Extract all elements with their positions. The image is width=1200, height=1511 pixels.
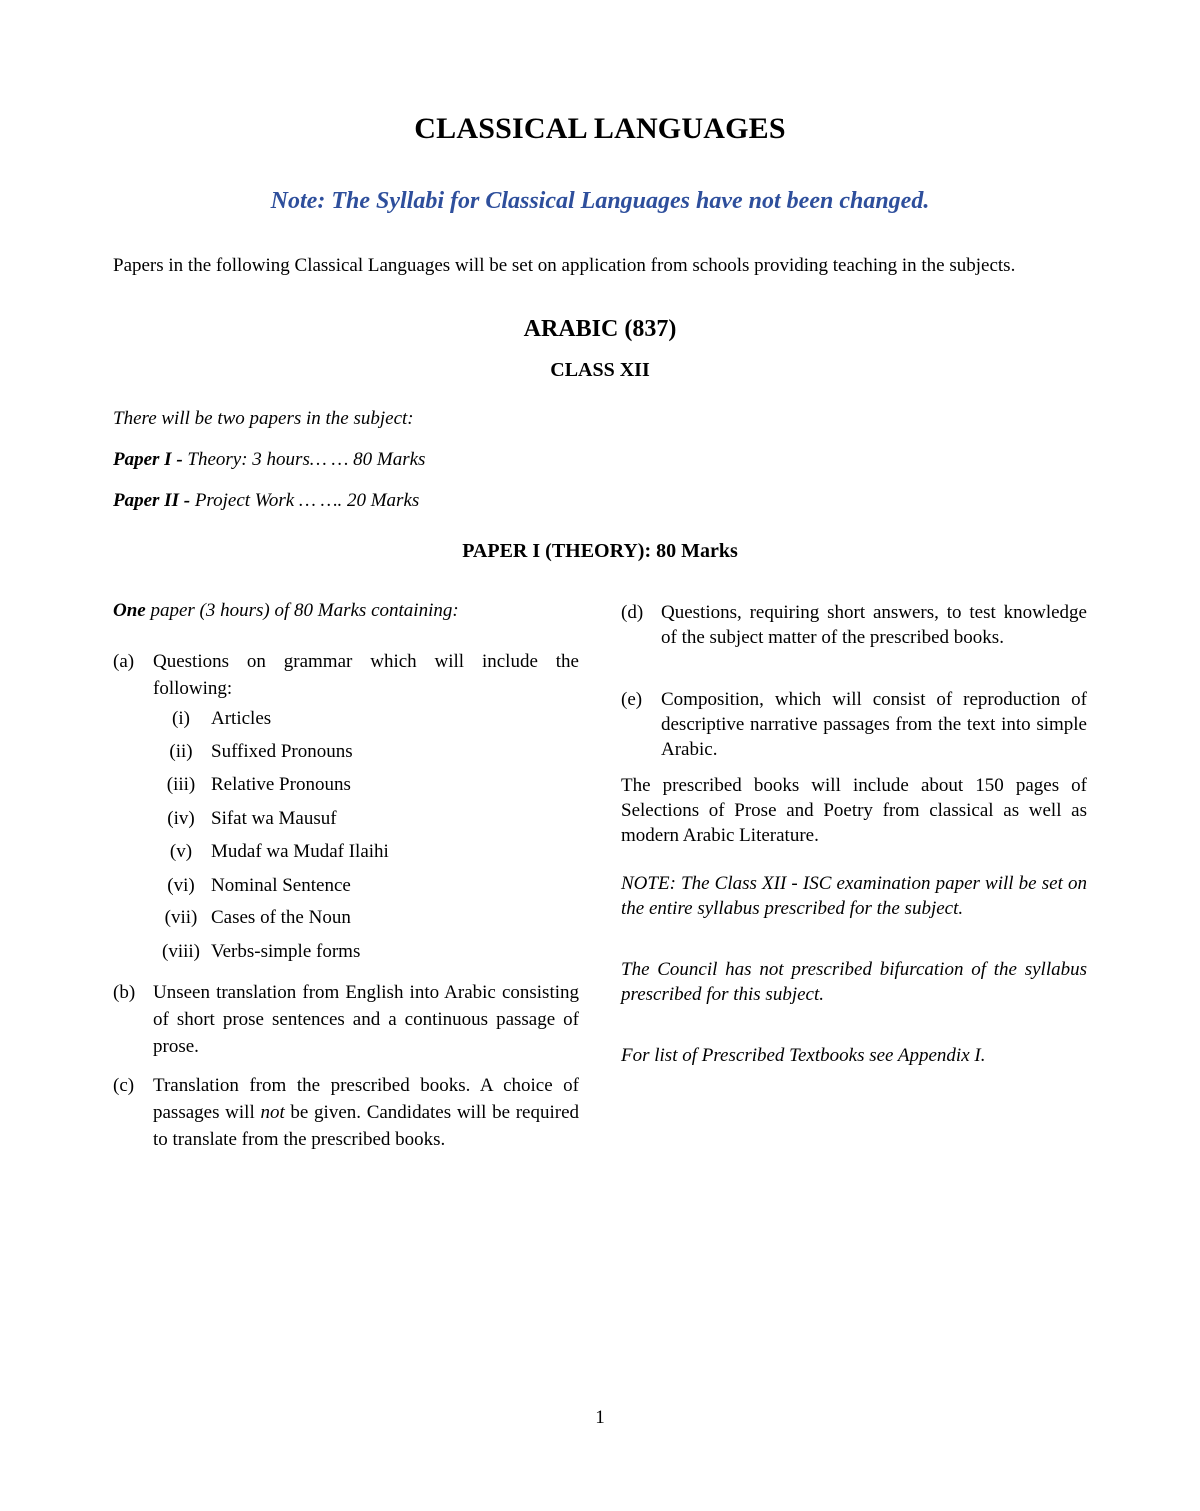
left-column: [113, 600, 579, 1150]
sub-item: [151, 706, 571, 732]
list-item-text: [153, 1072, 579, 1153]
sub-item: [151, 806, 571, 832]
list-item-label: (c): [113, 1075, 135, 1096]
sub-item-text: Sifat wa Mausuf: [211, 808, 337, 829]
list-item-label: (a): [113, 651, 135, 672]
sub-item: [151, 873, 571, 899]
sub-item-text: Verbs-simple forms: [211, 941, 361, 962]
sub-item-label: (ii): [169, 741, 193, 762]
list-item-b: [113, 979, 579, 1060]
list-item-text: Unseen translation from English into Arabic consisting of short prose sentences and a continuous passage of prose.: [153, 982, 579, 1057]
sub-item-label: (iii): [166, 774, 196, 795]
exam-note: NOTE: The Class XII - ISC examination paper will be set on the entire syllabus prescribed for the subject.: [621, 873, 1087, 919]
sub-item: [151, 772, 571, 798]
list-item-a: [113, 648, 579, 702]
list-item-emphasis: not: [260, 1102, 285, 1123]
list-item-label: (b): [113, 982, 136, 1003]
paper-description-lead: One: [113, 600, 146, 621]
sub-item-text: Nominal Sentence: [211, 875, 351, 896]
list-item-text: Questions, requiring short answers, to test knowledge of the subject matter of the prescribed books.: [661, 602, 1087, 648]
sub-item-label: (iv): [167, 808, 195, 829]
syllabus-note: Note: The Syllabi for Classical Languages have not been changed.: [270, 188, 930, 214]
sub-item-text: Mudaf wa Mudaf Ilaihi: [211, 841, 389, 862]
paper-2-text: Project Work … …. 20 Marks: [190, 490, 420, 511]
list-item-d: [621, 600, 1087, 650]
sub-item-label: (vi): [167, 875, 195, 896]
sub-item-text: Articles: [211, 708, 272, 729]
list-item-text-part: be given. Candidates will be required to translate from the prescribed books.: [153, 1102, 579, 1150]
sub-item-text: Cases of the Noun: [211, 907, 351, 928]
page-title: CLASSICAL LANGUAGES: [414, 112, 786, 145]
theory-heading: PAPER I (THEORY): 80 Marks: [462, 540, 738, 562]
list-item-c: [113, 1072, 579, 1153]
paper-description-rest: paper (3 hours) of 80 Marks containing:: [145, 600, 459, 621]
paper-1-text: Theory: 3 hours… … 80 Marks: [182, 449, 426, 470]
list-item-label: (e): [621, 689, 643, 710]
sub-item-text: Suffixed Pronouns: [211, 741, 353, 762]
list-item-text: Composition, which will consist of reproduction of descriptive narrative passages from the text into simple Arabic.: [661, 689, 1087, 760]
sub-item: [151, 739, 571, 765]
sub-item-text: Relative Pronouns: [211, 774, 351, 795]
sub-item: [151, 939, 571, 965]
list-item-text-part: Translation from the prescribed books. A choice of passages will: [153, 1075, 579, 1123]
sub-item: [151, 839, 571, 865]
list-item-e: [621, 687, 1087, 762]
sub-item-label: (i): [172, 708, 190, 729]
list-item-label: (d): [621, 602, 644, 623]
paper-2-label: Paper II -: [113, 490, 191, 511]
paper-1-label: Paper I -: [113, 449, 183, 470]
prescribed-books-paragraph: The prescribed books will include about 150 pages of Selections of Prose and Poetry from classical as well as modern Arabic Literature.: [621, 775, 1087, 846]
sub-item-label: (vii): [164, 907, 198, 928]
sub-item-label: (v): [169, 841, 193, 862]
paper-1-line: [113, 449, 425, 471]
bifurcation-note: The Council has not prescribed bifurcation of the syllabus prescribed for this subject.: [621, 959, 1087, 1005]
page-number: 1: [595, 1407, 605, 1428]
sub-item: [151, 905, 571, 931]
paper-description: [113, 600, 579, 626]
sub-item-label: (viii): [162, 941, 200, 962]
intro-paragraph: Papers in the following Classical Languages will be set on application from schools providing teaching in the subjects.: [113, 255, 1016, 276]
subject-heading: ARABIC (837): [523, 316, 677, 342]
textbooks-reference: For list of Prescribed Textbooks see Appendix I.: [621, 1045, 986, 1066]
list-item-text: Questions on grammar which will include the following:: [153, 651, 579, 699]
paper-2-line: [113, 490, 419, 512]
class-heading: CLASS XII: [550, 359, 650, 381]
papers-intro: There will be two papers in the subject:: [113, 408, 414, 429]
